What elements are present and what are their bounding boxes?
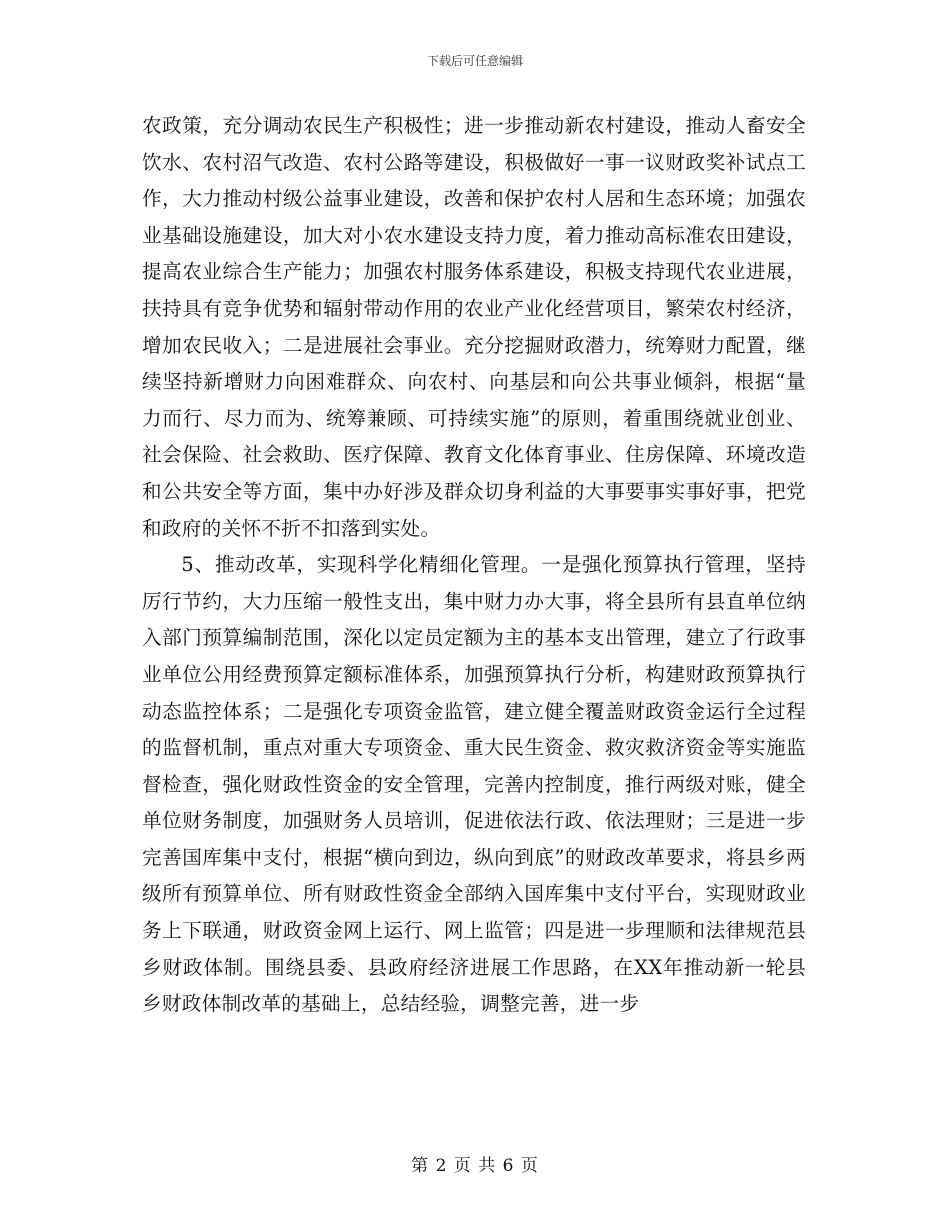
document-body <box>142 108 806 1023</box>
page-header: 下载后可任意编辑 <box>426 54 523 68</box>
paragraph-reform: 5、推动改革，实现科学化精细化管理。一是强化预算执行管理，坚持厉行节约，大力压缩一般性支出，集中财力办大事，将全县所有县直单位纳入部门预算编制范围，深化以定员定额为主的基本支出管理，建立了行政事业单位公用经费预算定额标准体系，加强预算执行分析，构建财政预算执行动态监控体系；二是强化专项资金监管，建立健全覆盖财政资金运行全过程的监督机制，重点对重大专项资金、重大民生资金、救灾救济资金等实施监督检查，强化财政性资金的安全管理，完善内控制度，推行两级对账，健全单位财务制度，加强财务人员培训，促进依法行政、依法理财；三是进一步完善国库集中支付，根据“横向到边，纵向到底”的财政改革要求，将县乡两级所有预算单位、所有财政性资金全部纳入国库集中支付平台，实现财政业务上下联通，财政资金网上运行、网上监管；四是进一步理顺和法律规范县乡财政体制。围绕县委、县政府经济进展工作思路，在XX年推动新一轮县乡财政体制改革的基础上，总结经验，调整完善，进一步 <box>142 553 806 1016</box>
page-footer: 第 2 页 共 6 页 <box>411 1156 539 1176</box>
paragraph-continued: 农政策，充分调动农民生产积极性；进一步推动新农村建设，推动人畜安全饮水、农村沼气改造、农村公路等建设，积极做好一事一议财政奖补试点工作，大力推动村级公益事业建设，改善和保护农村人居和生态环境；加强农业基础设施建设，加大对小农水建设支持力度，着力推动高标准农田建设，提高农业综合生产能力；加强农村服务体系建设，积极支持现代农业进展，扶持具有竞争优势和辐射带动作用的农业产业化经营项目，繁荣农村经济，增加农民收入；二是进展社会事业。充分挖掘财政潜力，统筹财力配置，继续坚持新增财力向困难群众、向农村、向基层和向公共事业倾斜，根据“量力而行、尽力而为、统筹兼顾、可持续实施”的原则，着重围绕就业创业、社会保险、社会救助、医疗保障、教育文化体育事业、住房保障、环境改造和公共安全等方面，集中办好涉及群众切身利益的大事要事实事好事，把党和政府的关怀不折不扣落到实处。 <box>142 114 806 540</box>
